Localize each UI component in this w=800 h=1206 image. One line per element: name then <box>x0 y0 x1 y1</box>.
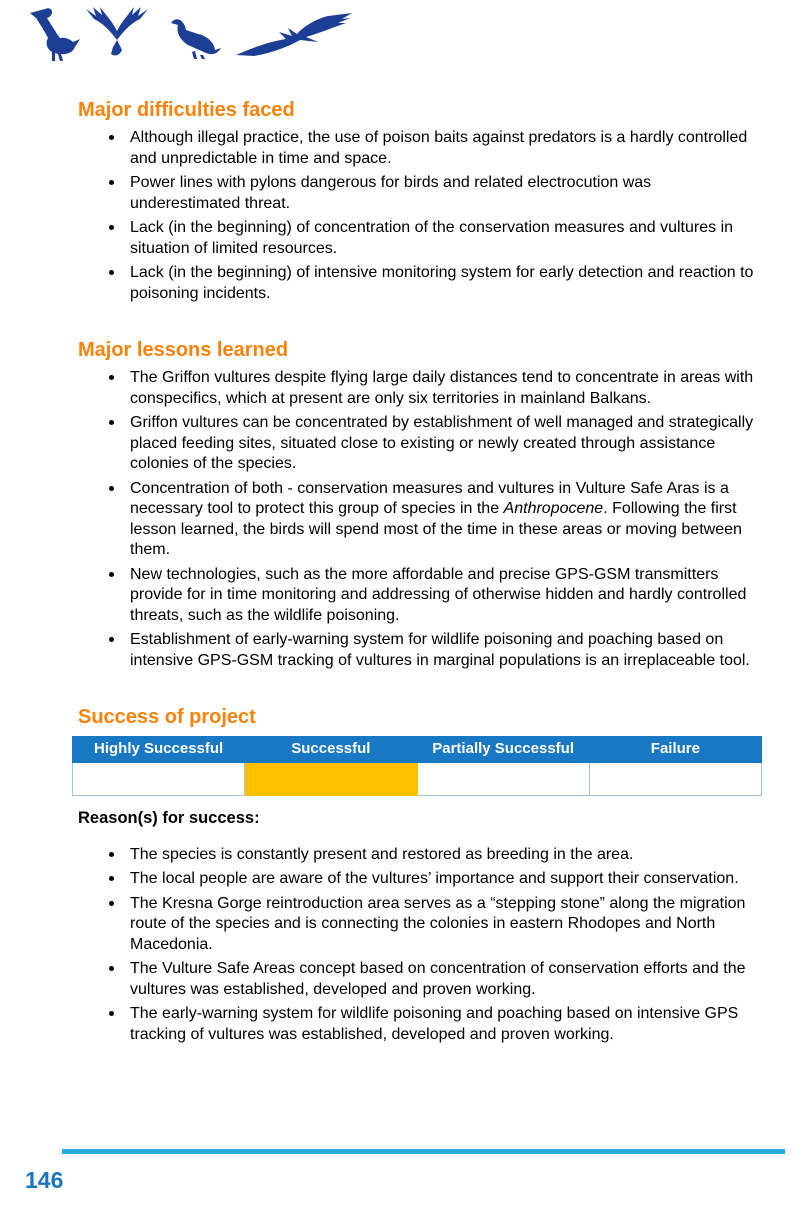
table-header-row <box>73 737 762 763</box>
lesson-text-post: . Following the first lesson learned, the birds will spend most of the time in these areas or moving between them. <box>130 500 742 558</box>
flying-bird-icon <box>84 6 150 62</box>
difficulties-list <box>78 128 762 304</box>
list-item: The Griffon vultures despite flying large daily distances tend to concentrate in areas with conspecifics, which at present are only six territories in mainland Balkans. <box>130 368 762 409</box>
soaring-raptor-icon <box>234 12 354 62</box>
reasons-list <box>78 845 762 1046</box>
document-body <box>78 98 762 1045</box>
success-cell <box>589 763 761 796</box>
success-title: Success of project <box>78 706 256 728</box>
list-item <box>130 479 762 561</box>
heron-icon <box>28 6 82 62</box>
section-lessons <box>78 338 762 671</box>
list-item: Power lines with pylons dangerous for birds and related electrocution was underestimated threat. <box>130 173 762 214</box>
standing-crow-icon <box>170 10 222 60</box>
table-header-partially-successful: Partially Successful <box>417 737 589 763</box>
table-header-successful: Successful <box>245 737 417 763</box>
lessons-list <box>78 368 762 671</box>
list-item: Lack (in the beginning) of intensive monitoring system for early detection and reaction to poisoning incidents. <box>130 263 762 304</box>
success-cell <box>417 763 589 796</box>
list-item: The early-warning system for wildlife poisoning and poaching based on intensive GPS tracking of vultures was established, developed and proven working. <box>130 1004 762 1045</box>
success-cell <box>245 763 417 796</box>
table-header-failure: Failure <box>589 737 761 763</box>
list-item: The Kresna Gorge reintroduction area serves as a “stepping stone” along the migration route of the species and is connecting the colonies in eastern Rhodopes and North Macedonia. <box>130 894 762 956</box>
list-item: The Vulture Safe Areas concept based on concentration of conservation efforts and the vultures was established, developed and proven working. <box>130 959 762 1000</box>
lesson-text-italic: Anthropocene <box>503 500 604 517</box>
table-header-highly-successful: Highly Successful <box>73 737 245 763</box>
success-rating-table <box>72 736 762 796</box>
section-difficulties <box>78 98 762 304</box>
difficulties-title: Major difficulties faced <box>78 99 295 121</box>
table-rating-row <box>73 763 762 796</box>
list-item: Although illegal practice, the use of poison baits against predators is a hardly controlled and unpredictable in time and space. <box>130 128 762 169</box>
reasons-label: Reason(s) for success: <box>78 809 260 827</box>
footer-divider <box>62 1149 785 1154</box>
list-item: The species is constantly present and restored as breeding in the area. <box>130 845 762 866</box>
lesson-text-pre: Concentration of both - conservation measures and vultures in Vulture Safe Aras is a necessary tool to protect this group of species in the <box>130 479 729 517</box>
success-cell <box>73 763 245 796</box>
page-header <box>0 0 800 62</box>
list-item: Lack (in the beginning) of concentration of the conservation measures and vultures in situation of limited resources. <box>130 218 762 259</box>
page-number: 146 <box>25 1167 64 1193</box>
list-item: Establishment of early-warning system for wildlife poisoning and poaching based on intensive GPS-GSM tracking of vultures in marginal populations is an irreplaceable tool. <box>130 630 762 671</box>
section-success <box>78 705 762 1045</box>
list-item: Griffon vultures can be concentrated by establishment of well managed and strategically placed feeding sites, situated close to existing or newly created through assistance colonies of the species. <box>130 413 762 475</box>
list-item: The local people are aware of the vultures’ importance and support their conservation. <box>130 869 762 890</box>
list-item: New technologies, such as the more affordable and precise GPS-GSM transmitters provide for in time monitoring and addressing of otherwise hidden and hardly controlled threats, such as the wildlife poisoning. <box>130 565 762 627</box>
lessons-title: Major lessons learned <box>78 339 289 361</box>
